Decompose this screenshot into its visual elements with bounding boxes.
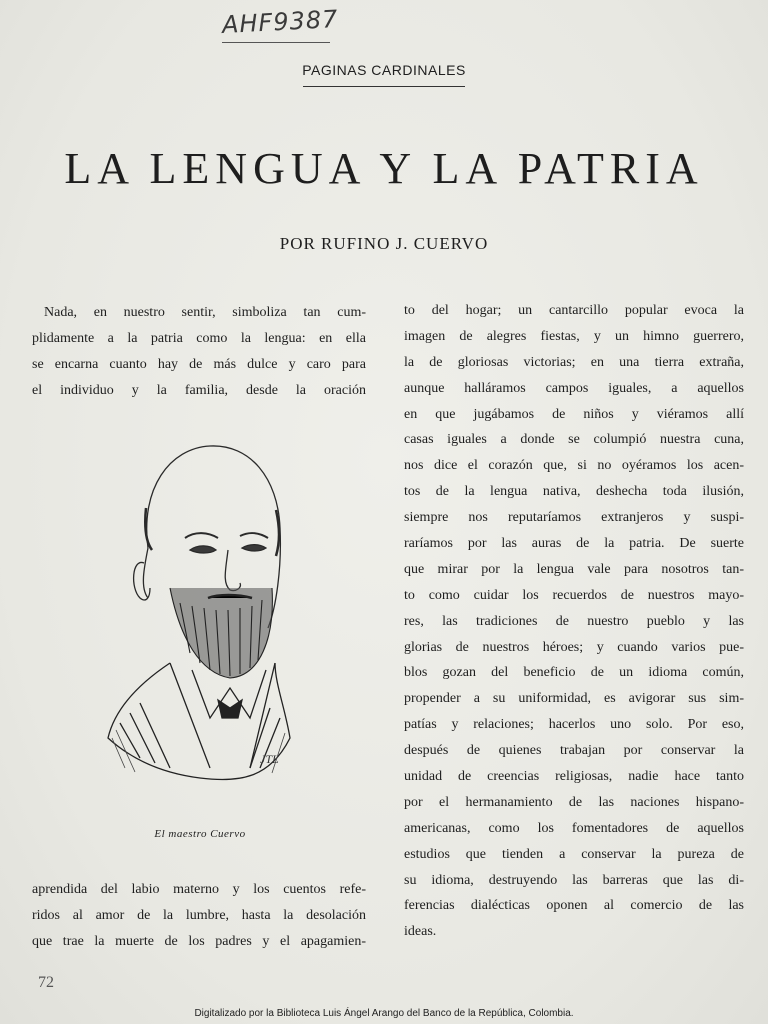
handwritten-annotation: AHF9387 <box>221 4 340 40</box>
text-line: estudios que tienden a conservar la pureza de <box>404 846 744 862</box>
text-line: casas iguales a donde se columpió nuestra cuna, <box>404 432 744 448</box>
text-line: to como cuidar los recuerdos de nuestros mayo- <box>404 587 744 603</box>
text-line: imagen de alegres fiestas, y un himno guerrero, <box>404 328 744 344</box>
text-line: por el hermanamiento de las naciones hispano- <box>404 794 744 810</box>
portrait-illustration <box>100 438 300 808</box>
text-line: el individuo y la familia, desde la oración <box>32 382 366 398</box>
text-line: glorias de nuestros héroes; y cuando varios pue- <box>404 639 744 655</box>
text-line: que trae la muerte de los padres y el apagamien- <box>32 933 366 949</box>
text-line: después de quienes trabajan por conservar la <box>404 743 744 759</box>
illustration-caption: El maestro Cuervo <box>154 828 246 840</box>
illustration-signature: JTL <box>260 752 279 766</box>
digitization-footer: Digitalizado por la Biblioteca Luis Ángel Arango del Banco de la República, Colombia. <box>194 1008 574 1019</box>
text-line: nos dice el corazón que, si no oyéramos los acen- <box>404 458 744 474</box>
text-line: ridos al amor de la lumbre, hasta la desolación <box>32 907 366 923</box>
left-column-top <box>32 300 366 404</box>
left-column-bottom <box>32 877 366 955</box>
section-header: PAGINAS CARDINALES <box>302 62 466 78</box>
text-line: aunque halláramos campos iguales, a aquellos <box>404 380 744 396</box>
text-line: res, las tradiciones de nuestro pueblo y las <box>404 613 744 629</box>
text-line: en que jugábamos de niños y viéramos allí <box>404 406 744 422</box>
text-line: raríamos por las auras de la patria. De suerte <box>404 536 744 552</box>
section-rule <box>303 86 465 87</box>
annotation-underline <box>222 42 330 43</box>
text-line: su idioma, destruyendo las barreras que las di- <box>404 872 744 888</box>
text-line: to del hogar; un cantarcillo popular evoca la <box>404 303 744 318</box>
text-line: plidamente a la patria como la lengua: en ella <box>32 330 366 346</box>
text-line: la de gloriosas victorias; en una tierra extraña, <box>404 354 744 370</box>
text-line: que mirar por la lengua vale para nosotros tan- <box>404 561 744 577</box>
text-line: se encarna cuanto hay de más dulce y caro para <box>32 356 366 372</box>
text-line: blos gozan del beneficio de un idioma común, <box>404 665 744 681</box>
text-line: ideas. <box>404 924 437 940</box>
text-line: patías y relaciones; hacerlos uno solo. Por eso, <box>404 717 744 733</box>
text-line: Nada, en nuestro sentir, simboliza tan cum- <box>44 305 366 320</box>
text-line: siempre nos reputaríamos extranjeros y suspi- <box>404 510 744 526</box>
article-byline: POR RUFINO J. CUERVO <box>279 234 489 253</box>
right-column <box>404 298 744 945</box>
text-line: ferencias dialécticas oponen al comercio de las <box>404 898 744 914</box>
article-title: LA LENGUA Y LA PATRIA <box>64 144 704 193</box>
text-line: propender a su uniformidad, es avigorar sus sim- <box>404 691 744 707</box>
text-line: americanas, como los fomentadores de aquellos <box>404 820 744 836</box>
text-line: tos de la lengua nativa, deshecha toda ilusión, <box>404 484 744 500</box>
text-line: unidad de creencias religiosas, nadie hace tanto <box>404 769 744 785</box>
page-number: 72 <box>38 974 54 991</box>
text-line: aprendida del labio materno y los cuentos refe- <box>32 882 366 897</box>
